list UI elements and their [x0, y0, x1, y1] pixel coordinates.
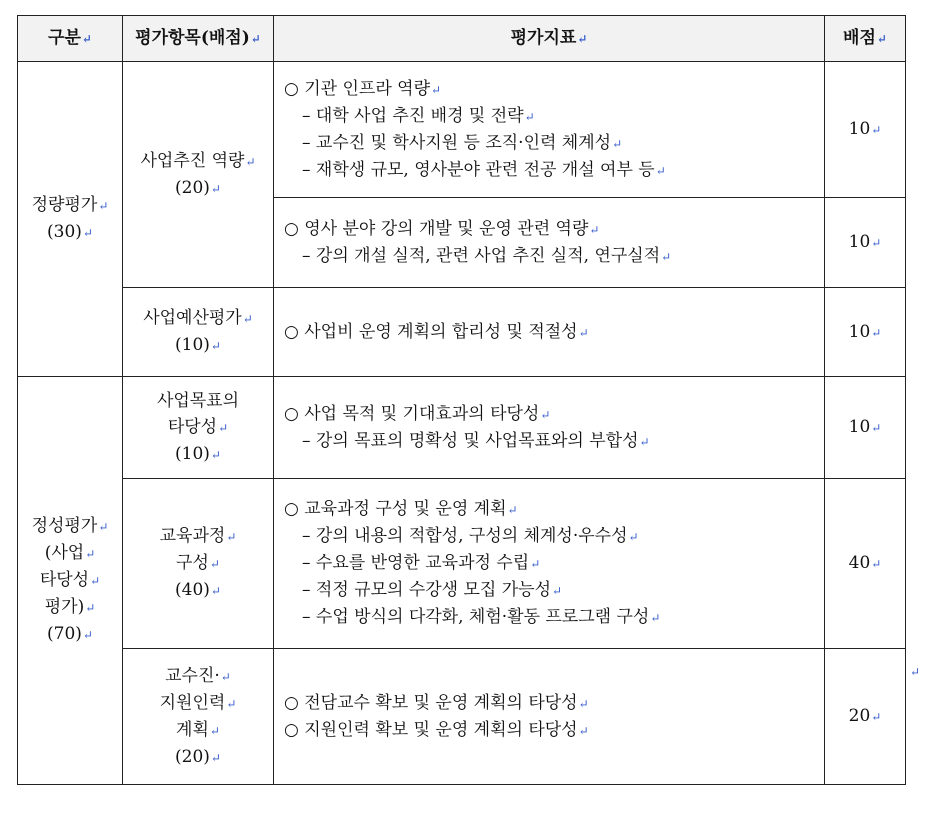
table-row [18, 62, 906, 198]
item-capability: 사업추진 역량↵ (20)↵ [123, 62, 274, 288]
return-mark-icon: ↵ [577, 32, 588, 46]
indicator-cell: ○ 사업비 운영 계획의 합리성 및 적절성↵ [274, 288, 825, 377]
score-cell: 40↵ [825, 479, 906, 649]
score-cell: 10↵ [825, 377, 906, 479]
return-mark-icon: ↵ [250, 32, 261, 46]
table-row [18, 649, 906, 785]
return-mark-icon: ↵ [81, 32, 92, 46]
indicator-cell: ○ 기관 인프라 역량↵ – 대학 사업 추진 배경 및 전략↵ – 교수진 및 학사지원 등 조직·인력 체계성↵ – 재학생 규모, 영사분야 관련 전공 개설 여부 등↵ [274, 62, 825, 198]
score-cell: 10↵ [825, 62, 906, 198]
score-cell: 10↵ [825, 198, 906, 288]
return-mark-icon: ↵ [910, 665, 921, 679]
score-cell: 20↵ [825, 649, 906, 785]
header-category: 구분↵ [18, 16, 123, 62]
category-qualitative: 정성평가↵ (사업↵ 타당성↵ 평가)↵ (70)↵ [18, 377, 123, 785]
indicator-cell: ○ 영사 분야 강의 개발 및 운영 관련 역량↵ – 강의 개설 실적, 관련 사업 추진 실적, 연구실적↵ [274, 198, 825, 288]
item-staff: 교수진·↵ 지원인력↵ 계획↵ (20)↵ [123, 649, 274, 785]
table-header-row [18, 16, 906, 62]
header-indicator: 평가지표↵ [274, 16, 825, 62]
indicator-cell: ○ 교육과정 구성 및 운영 계획↵ – 강의 내용의 적합성, 구성의 체계성·우수성↵ – 수요를 반영한 교육과정 수립↵ – 적정 규모의 수강생 모집 가능성↵ – 수업 방식의 다각화, 체험·활동 프로그램 구성↵ [274, 479, 825, 649]
header-item: 평가항목(배점)↵ [123, 16, 274, 62]
score-cell: 10↵ [825, 288, 906, 377]
category-quantitative: 정량평가↵ (30)↵ [18, 62, 123, 377]
header-score: 배점↵ [825, 16, 906, 62]
item-budget: 사업예산평가↵ (10)↵ [123, 288, 274, 377]
item-curriculum: 교육과정↵ 구성↵ (40)↵ [123, 479, 274, 649]
evaluation-table [17, 15, 906, 785]
return-mark-icon: ↵ [876, 32, 887, 46]
table-row [18, 288, 906, 377]
item-objective: 사업목표의 타당성↵ (10)↵ [123, 377, 274, 479]
indicator-cell: ○ 전담교수 확보 및 운영 계획의 타당성↵ ○ 지원인력 확보 및 운영 계획의 타당성↵ [274, 649, 825, 785]
table-row [18, 377, 906, 479]
indicator-cell: ○ 사업 목적 및 기대효과의 타당성↵ – 강의 목표의 명확성 및 사업목표와의 부합성↵ [274, 377, 825, 479]
table-row [18, 479, 906, 649]
